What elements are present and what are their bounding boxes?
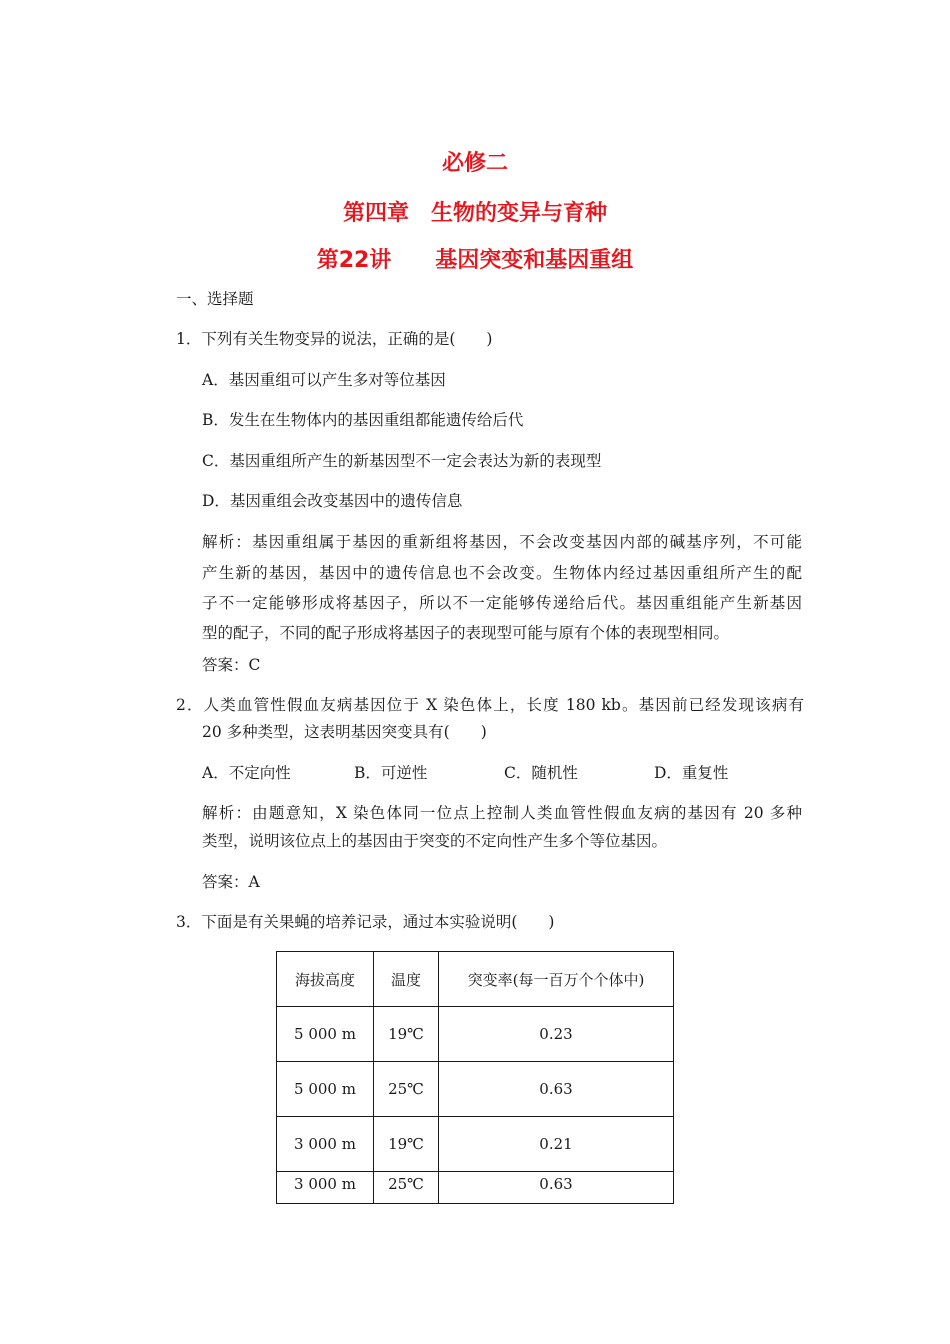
q2-analysis-line-1: 解析：由题意知，X 染色体同一位点上控制人类血管性假血友病的基因有 20 多种 bbox=[202, 804, 802, 822]
q2-option-c: C．随机性 bbox=[504, 764, 578, 782]
q1-stem: 1．下列有关生物变异的说法，正确的是( ) bbox=[176, 330, 493, 348]
q1-option-a: A．基因重组可以产生多对等位基因 bbox=[202, 371, 446, 389]
q2-analysis-line-2: 类型，说明该位点上的基因由于突变的不定向性产生多个等位基因。 bbox=[202, 832, 668, 850]
cell-mutation-rate: 0.63 bbox=[439, 1062, 674, 1117]
q1-option-c: C．基因重组所产生的新基因型不一定会表达为新的表现型 bbox=[202, 452, 602, 470]
q1-analysis-line-2: 产生新的基因，基因中的遗传信息也不会改变。生物体内经过基因重组所产生的配 bbox=[202, 564, 802, 582]
q1-analysis-line-1: 解析：基因重组属于基因的重新组将基因，不会改变基因内部的碱基序列，不可能 bbox=[202, 533, 802, 551]
cell-mutation-rate: 0.21 bbox=[439, 1117, 674, 1172]
q2-option-b: B．可逆性 bbox=[354, 764, 428, 782]
table-row bbox=[277, 1117, 674, 1172]
cell-mutation-rate: 0.63 bbox=[439, 1172, 674, 1204]
cell-altitude: 3 000 m bbox=[277, 1117, 374, 1172]
table-row bbox=[277, 1062, 674, 1117]
section-heading: 一、选择题 bbox=[176, 290, 254, 308]
mutation-rate-table bbox=[276, 951, 674, 1204]
q1-analysis-line-4: 型的配子，不同的配子形成将基因子的表现型可能与原有个体的表现型相同。 bbox=[202, 624, 730, 642]
q2-option-a: A．不定向性 bbox=[202, 764, 291, 782]
header-temperature: 温度 bbox=[374, 952, 439, 1007]
volume-title: 必修二 bbox=[441, 151, 508, 176]
table-row bbox=[277, 1172, 674, 1204]
q2-option-d: D．重复性 bbox=[654, 764, 729, 782]
cell-temperature: 25℃ bbox=[374, 1062, 439, 1117]
q2-answer: 答案：A bbox=[202, 873, 260, 891]
cell-mutation-rate: 0.23 bbox=[439, 1007, 674, 1062]
q3-stem: 3．下面是有关果蝇的培养记录，通过本实验说明( ) bbox=[176, 913, 555, 931]
lecture-title: 第22讲 基因突变和基因重组 bbox=[316, 248, 634, 273]
cell-altitude: 3 000 m bbox=[277, 1172, 374, 1204]
q1-option-d: D．基因重组会改变基因中的遗传信息 bbox=[202, 492, 463, 510]
header-mutation-rate: 突变率(每一百万个个体中) bbox=[439, 952, 674, 1007]
q1-option-b: B．发生在生物体内的基因重组都能遗传给后代 bbox=[202, 411, 524, 429]
q2-stem-line-1: 2．人类血管性假血友病基因位于 X 染色体上，长度 180 kb。基因前已经发现该病有 bbox=[176, 696, 804, 714]
cell-temperature: 19℃ bbox=[374, 1117, 439, 1172]
table-row bbox=[277, 1007, 674, 1062]
q2-stem-line-2: 20 多种类型，这表明基因突变具有( ) bbox=[202, 723, 487, 741]
cell-altitude: 5 000 m bbox=[277, 1062, 374, 1117]
cell-temperature: 25℃ bbox=[374, 1172, 439, 1204]
chapter-title: 第四章 生物的变异与育种 bbox=[342, 201, 607, 226]
cell-temperature: 19℃ bbox=[374, 1007, 439, 1062]
q1-answer: 答案：C bbox=[202, 656, 261, 674]
q1-analysis-line-3: 子不一定能够形成将基因子，所以不一定能够传递给后代。基因重组能产生新基因 bbox=[202, 594, 802, 612]
header-altitude: 海拔高度 bbox=[277, 952, 374, 1007]
cell-altitude: 5 000 m bbox=[277, 1007, 374, 1062]
table-header-row bbox=[277, 952, 674, 1007]
